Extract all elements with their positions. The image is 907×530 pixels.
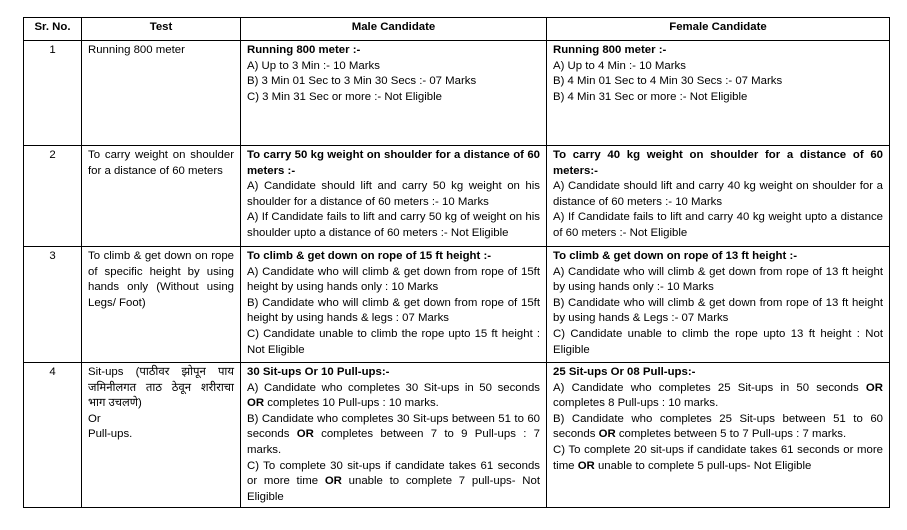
bold-text: OR: [577, 459, 595, 472]
text-fragment: unable to complete 5 pull-ups- Not Eligible: [594, 459, 812, 472]
test-cell: [82, 146, 241, 247]
bold-text: To carry 50 kg weight on shoulder for a distance of 60 meters :-: [247, 149, 540, 177]
cell-line: [553, 148, 883, 179]
test-cell: [82, 363, 241, 508]
text-fragment: A) If Candidate fails to lift and carry 50 kg of weight on his shoulder upto a distance of 60 meters :- Not Eligible: [247, 211, 540, 239]
male-criteria-cell: [241, 247, 547, 363]
sr-no-cell: 2: [24, 146, 82, 247]
text-fragment: A) Up to 4 Min :- 10 Marks: [553, 59, 686, 72]
cell-line: [247, 90, 540, 106]
cell-line: [553, 412, 883, 443]
cell-line: [247, 148, 540, 179]
cell-line: [553, 443, 883, 474]
table-row: [24, 363, 890, 508]
text-fragment: B) Candidate who completes 30 Sit-ups between 51 to 60 seconds: [247, 412, 540, 441]
female-criteria-cell: [547, 146, 890, 247]
text-fragment: B) Candidate who completes 25 Sit-ups between 51 to 60 seconds: [553, 412, 883, 441]
text-fragment: A) Candidate should lift and carry 40 kg weight on shoulder for a distance of 60 meters :- 10 Marks: [553, 180, 883, 208]
cell-line: Running 800 meter: [88, 44, 185, 56]
cell-line: [247, 74, 540, 90]
text-fragment: completes between 5 to 7 Pull-ups : 7 marks.: [615, 428, 847, 441]
female-criteria-cell: [547, 247, 890, 363]
sr-no-cell: 4: [24, 363, 82, 508]
male-criteria-cell: [241, 363, 547, 508]
text-fragment: C) 3 Min 31 Sec or more :- Not Eligible: [247, 90, 442, 103]
fitness-test-table: [23, 17, 890, 508]
cell-line: [247, 179, 540, 210]
text-fragment: B) Candidate who will climb & get down from rope of 13 ft height by using hands & Legs :- 07 Marks: [553, 296, 883, 325]
cell-line: [553, 90, 883, 106]
male-criteria-cell: [241, 146, 547, 247]
header-row: [24, 18, 890, 41]
cell-line: [247, 459, 540, 506]
header-female-candidate: Female Candidate: [547, 18, 890, 41]
cell-line: [247, 327, 540, 358]
text-fragment: A) If Candidate fails to lift and carry 40 kg weight upto a distance of 60 meters :- Not Eligible: [553, 211, 883, 239]
text-fragment: B) 4 Min 01 Sec to 4 Min 30 Secs :- 07 Marks: [553, 75, 783, 88]
text-fragment: B) 4 Min 31 Sec or more :- Not Eligible: [553, 90, 748, 103]
table-row: [24, 146, 890, 247]
text-fragment: C) Candidate unable to climb the rope upto 15 ft height : Not Eligible: [247, 327, 540, 356]
cell-line: Sit-ups (पाठीवर झोपून पाय जमिनीलगत ताठ ठेवून शरीराचा भाग उचलणे): [88, 366, 234, 410]
test-cell: [82, 247, 241, 363]
cell-line: [553, 43, 883, 59]
text-fragment: B) Candidate who will climb & get down from rope of 15ft height by using hands & legs : 07 Marks: [247, 296, 540, 325]
table-row: [24, 247, 890, 363]
cell-line: [247, 365, 540, 381]
bold-text: Running 800 meter :-: [247, 44, 361, 56]
text-fragment: A) Up to 3 Min :- 10 Marks: [247, 59, 380, 72]
bold-text: OR: [247, 397, 265, 410]
cell-line: [553, 179, 883, 210]
cell-line: To climb & get down on rope of specific height by using hands only (Without using Legs/ Foot): [88, 250, 234, 309]
text-fragment: A) Candidate who will climb & get down from rope of 15ft height by using hands only : 10 Marks: [247, 265, 540, 294]
female-criteria-cell: [547, 363, 890, 508]
text-fragment: completes between 7 to 9 Pull-ups : 7 marks.: [247, 428, 541, 456]
cell-line: Or: [88, 412, 101, 425]
text-fragment: completes 8 Pull-ups : 10 marks.: [553, 397, 719, 410]
text-fragment: A) Candidate who completes 30 Sit-ups in 50 seconds: [247, 381, 540, 394]
text-fragment: A) Candidate who will climb & get down from rope of 13 ft height by using hands only :- 10 Marks: [553, 265, 883, 294]
bold-text: 25 Sit-ups Or 08 Pull-ups:-: [553, 366, 696, 378]
bold-text: OR: [865, 381, 883, 394]
test-cell: [82, 41, 241, 146]
bold-text: Running 800 meter :-: [553, 44, 667, 56]
text-fragment: C) To complete 20 sit-ups if candidate takes 61 seconds or more time: [553, 443, 883, 472]
text-fragment: C) To complete 30 sit-ups if candidate takes 61 seconds or more time: [247, 459, 540, 488]
cell-line: [553, 365, 883, 381]
bold-text: To carry 40 kg weight on shoulder for a distance of 60 meters:-: [553, 149, 883, 177]
cell-line: [247, 249, 540, 265]
header-test: Test: [82, 18, 241, 41]
table-row: [24, 41, 890, 146]
cell-line: [553, 59, 883, 75]
cell-line: Pull-ups.: [88, 428, 133, 441]
sr-no-cell: 1: [24, 41, 82, 146]
cell-line: [247, 210, 540, 241]
cell-line: [553, 210, 883, 241]
female-criteria-cell: [547, 41, 890, 146]
cell-line: [247, 381, 540, 412]
bold-text: 30 Sit-ups Or 10 Pull-ups:-: [247, 366, 390, 378]
cell-line: To carry weight on shoulder for a distance of 60 meters: [88, 149, 234, 177]
bold-text: To climb & get down on rope of 15 ft height :-: [247, 250, 492, 262]
bold-text: To climb & get down on rope of 13 ft height :-: [553, 250, 798, 262]
cell-line: [247, 412, 540, 459]
cell-line: [553, 327, 883, 358]
text-fragment: unable to complete 7 pull-ups- Not Eligible: [247, 475, 540, 503]
header-sr-no: Sr. No.: [24, 18, 82, 41]
cell-line: [247, 59, 540, 75]
cell-line: [553, 381, 883, 412]
cell-line: [553, 296, 883, 327]
bold-text: OR: [598, 428, 616, 441]
text-fragment: B) 3 Min 01 Sec to 3 Min 30 Secs :- 07 Marks: [247, 75, 477, 88]
cell-line: [247, 265, 540, 296]
bold-text: OR: [296, 428, 314, 441]
header-male-candidate: Male Candidate: [241, 18, 547, 41]
text-fragment: A) Candidate should lift and carry 50 kg weight on his shoulder for a distance of 60 meters :- 10 Marks: [247, 180, 540, 208]
text-fragment: A) Candidate who completes 25 Sit-ups in 50 seconds: [553, 381, 866, 394]
cell-line: [247, 43, 540, 59]
male-criteria-cell: [241, 41, 547, 146]
text-fragment: completes 10 Pull-ups : 10 marks.: [264, 397, 439, 410]
cell-line: [553, 265, 883, 296]
cell-line: [247, 296, 540, 327]
bold-text: OR: [324, 475, 342, 488]
cell-line: [553, 249, 883, 265]
text-fragment: C) Candidate unable to climb the rope upto 13 ft height : Not Eligible: [553, 327, 883, 356]
cell-line: [553, 74, 883, 90]
sr-no-cell: 3: [24, 247, 82, 363]
